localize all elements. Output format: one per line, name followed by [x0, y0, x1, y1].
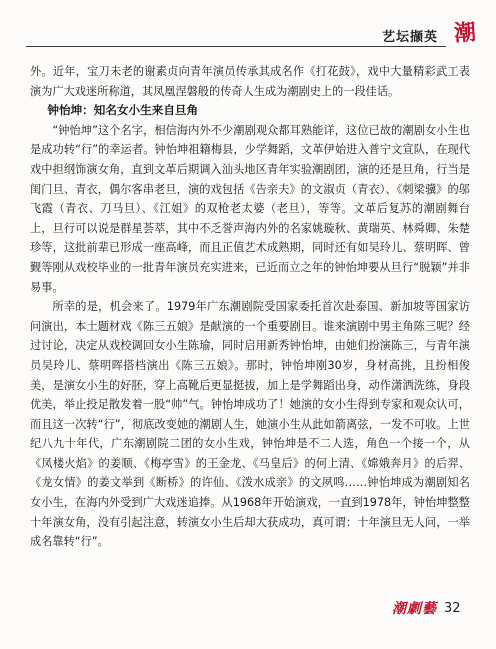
- section-title: 艺坛撷英: [381, 30, 438, 45]
- paragraph-continued: 外。近年，宝刀未老的谢素贞向青年演员传承其成名作《打花鼓》，戏中大量精彩武工表演为广大戏迷所称道，其凤凰涅磐般的传奇人生成为潮剧史上的一段佳话。: [30, 65, 470, 98]
- article-body: [30, 62, 470, 592]
- page-number: 32: [444, 601, 461, 616]
- page-header: [0, 0, 496, 60]
- magazine-logo: 潮劇藝: [392, 601, 437, 617]
- section-seal-icon: 潮: [453, 19, 477, 47]
- header-divider: [26, 46, 446, 47]
- paragraph-zhong-yikun-intro: “钟怡坤”这个名字，相信海内外不少潮剧观众都耳熟能详，这位已故的潮剧女小生也是成功转“行”的幸运者。钟怡坤祖籍梅县，少学舞蹈，文革伊始进入普宁文宣队，在现代戏中担纲饰演女角，直到文革后期调入汕头地区青年实验潮剧团，演的还是旦角，行当是闺门旦、青衣，偶尔客串老旦，演的戏包括《告亲夫》的文淑贞（青衣）、《刺梁骥》的邬飞霞（青衣、刀马旦）、《江姐》的双枪老太婆（老旦），等等。文革后复苏的潮剧舞台上，旦行可以说是群星荟萃，其中不乏誉声海内外的名家姚璇秋、黄瑞英、林舜卿、朱楚珍等，这批前辈已形成一座高峰，而且正值艺术成熟期，同时还有如吴玲儿、蔡明晖、曾觐等刚从戏校毕业的一批青年演员充实进来，已近而立之年的钟怡坤要从旦行“脱颖”并非易事。: [30, 123, 470, 294]
- article-subheading: 钟怡坤：知名女小生来自旦角: [47, 103, 199, 118]
- paragraph-zhong-yikun-success: 所幸的是，机会来了。1979年广东潮剧院受国家委托首次赴泰国、新加坡等国家访问演出，本土题材戏《陈三五娘》是献演的一个重要剧目。谁来演剧中男主角陈三呢？经过讨论，决定从戏校调回女小生陈瑜，同时启用新秀钟怡坤，由她们扮演陈三，与青年演员吴玲儿、蔡明晖搭档演出《陈三五娘》。那时，钟怡坤刚30岁，身材高挑，且扮相俊美，是演女小生的好胚，穿上高靴后更显挺拔，加上是学舞蹈出身，动作潇洒洗练，身段优美，举止投足散发着一股“帅”气。钟怡坤成功了！她演的女小生得到专家和观众认可，而且这一次转“行”，彻底改变她的潮剧人生，她演小生从此如箭离弦，一发不可收。上世纪八九十年代，广东潮剧院二团的女小生戏，钟怡坤是不二人选，角色一个接一个，从《凤楼火焰》的姜顺、《梅亭雪》的王金龙、《马皇后》的何上清、《嫦娥奔月》的后羿、《龙女情》的姜文举到《断桥》的许仙、《泼水成亲》的文夙鸣……钟怡坤成为潮剧知名女小生，在海内外受到广大戏迷追捧。从1968年开始演戏，一直到1978年，钟怡坤整整十年演女角，没有引起注意，转演女小生后却大获成功，真可谓：十年演旦无人问，一举成名靠转“行”。: [30, 300, 470, 549]
- page-footer: [0, 596, 496, 626]
